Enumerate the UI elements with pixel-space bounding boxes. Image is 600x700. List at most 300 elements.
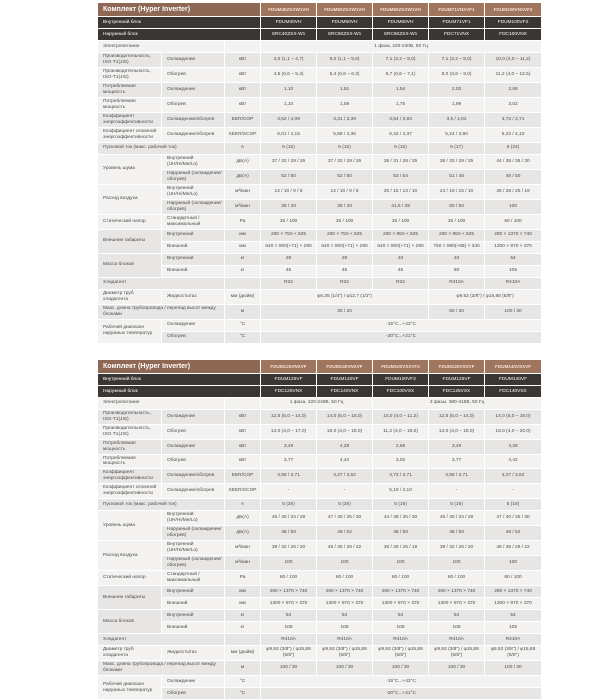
spec-row [98,469,541,483]
unit-model-cell: FDUM71VF1 [429,17,484,28]
value-cell: 6,42 / 4,37 [373,128,428,142]
unit-cell: °C [225,688,260,699]
value-cell: 5 (15) [261,143,316,154]
spec-row [98,254,541,265]
unit-cell [225,41,260,52]
sub-cell: Охлаждение [162,410,224,424]
unit-model-cell: FDC125VNX [261,386,316,397]
spec-row [98,278,541,289]
spec-row [98,128,541,142]
value-cell: 3,27 / 3,62 [485,469,541,483]
value-cell: 280 × 750 × 635 [261,230,316,241]
value-cell: 1300 × 970 × 370 [317,598,372,609]
unit-model-cell: SRC60ZSX-W1 [373,29,428,40]
unit-model-cell: FDC125VSX [429,386,484,397]
lbl-cell: Макс. длина трубопровода / перепад высот между блоками [98,305,224,319]
spec-row [98,230,541,241]
value-cell: 5,0 (1,1 – 5,6) [317,53,372,67]
lbl-cell: Коэффициент сезонной энергоэффективности [98,484,161,498]
lbl-cell: Хладагент [98,634,224,645]
lbl-cell: Масса блоков [98,254,161,277]
model-header-cell: FDUM40ZSXW1VH [261,3,316,16]
value-cell: 37 / 32 / 29 / 26 [261,155,316,169]
unit-cell: м³/мин [225,185,260,199]
sub-cell: Внутренний [162,254,224,265]
unit-cell: кВт [225,68,260,82]
sub-cell: Охлаждение [162,83,224,97]
value-cell: R32 [373,278,428,289]
value-cell: 1300 × 970 × 370 [485,598,541,609]
spec-row [98,541,541,555]
value-cell: 14,0 (5,0 – 16,0) [485,410,541,424]
spec-row [98,320,541,331]
sub-cell: Стандартный / максимальный [162,571,224,585]
value-cell: 750 × 880(+88) × 340 [429,242,484,253]
unit-cell: мм [225,598,260,609]
value-cell: 45 [373,266,428,277]
unit-model-cell: FDC140VSX [485,386,541,397]
value-cell: 13 / 10 / 9 / 8 [317,185,372,199]
value-cell: 100 / 30 [373,661,428,675]
lbl-cell: Диаметр труб хладагента [98,290,161,304]
sub-cell: Охлаждение/обогрев [162,469,224,483]
unit-cell: мм [225,230,260,241]
value-cell: 37 / 32 / 29 / 26 [317,155,372,169]
value-cell: 2,68 [485,83,541,97]
sub-cell: Обогрев [162,425,224,439]
table-title: Комплект (Hyper Inverter) [98,3,260,16]
value-cell: 5 (26) [261,499,316,510]
lbl-cell: Пусковой ток (макс. рабочий ток) [98,143,224,154]
value-cell: 54 [317,610,372,621]
value-cell: 1,10 [261,83,316,97]
value-cell: 5 (15) [485,499,541,510]
sub-cell: Обогрев [162,455,224,469]
unit-model-cell: SRC40ZSX-W1 [261,29,316,40]
value-cell: φ9,52 (3/8") / φ15,88 (5/8") [485,646,541,660]
spec-row [98,155,541,169]
unit-cell: EER/COP [225,469,260,483]
sub-cell: Обогрев [162,98,224,112]
spec-row [98,410,541,424]
spec-row [98,455,541,469]
sub-cell: Внутренний [162,610,224,621]
sub-cell: Обогрев [162,332,224,343]
value-cell: 3,77 [261,455,316,469]
spec-row [98,83,541,97]
lbl-cell: Статический напор [98,571,161,585]
value-cell: 6,01 / 4,15 [261,128,316,142]
value-cell: 280 × 1370 × 740 [261,586,316,597]
sub-cell: Внутренний (UH/Hi/Me/Lo) [162,511,224,525]
value-cell: R410A [261,634,316,645]
value-cell: 640 × 800(+71) × 290 [317,242,372,253]
value-cell: 45 / 40 / 34 / 29 [429,511,484,525]
value-cell: 5,24 / 3,90 [429,128,484,142]
value-cell: 53 / 54 [373,170,428,184]
value-cell: 5,68 / 4,36 [317,128,372,142]
sub-cell: Внутренний [162,586,224,597]
unit-model-cell: SRC50ZSX-W1 [317,29,372,40]
spec-row [98,526,541,540]
sub-cell: Охлаждение [162,320,224,331]
unit-cell: дБ(А) [225,511,260,525]
value-cell: 4,42 [485,455,541,469]
lbl-cell: Производительность, ISO-T1(JIS) [98,53,161,67]
unit-cell [225,634,260,645]
lbl-cell: Потребляемая мощность [98,455,161,469]
model-header-cell: FDUM60ZSXW1VH [373,3,428,16]
unit-cell: кг [225,266,260,277]
lbl-cell: Рабочий диапазон наружных температур [98,676,161,699]
value-cell: 60 / 100 [485,571,541,585]
value-cell: 5,19 / 4,10 [373,484,428,498]
value-cell: 4,0 (1,1 – 4,7) [261,53,316,67]
unit-cell [225,398,260,409]
spec-table-1 [97,2,542,344]
value-cell: φ9,52 (3/8") / φ15,88 (5/8") [429,290,541,304]
value-cell: 3,31 / 3,39 [317,113,372,127]
unit-cell: кВт [225,425,260,439]
value-cell: φ6,35 (1/4") / φ12,7 (1/2") [261,290,428,304]
value-cell: 29 [261,254,316,265]
lbl-cell: Коэффициент энергоэффективности [98,113,161,127]
value-cell: 5 (15) [373,499,428,510]
unit-cell: Pa [225,215,260,229]
value-cell: 280 × 1370 × 740 [485,586,541,597]
value-cell: 16,0 (4,0 – 18,0) [317,425,372,439]
value-cell: 105 [317,622,372,633]
unit-cell: кВт [225,410,260,424]
value-cell: 100 [429,556,484,570]
unit-cell: кВт [225,53,260,67]
unit-cell: мм [225,242,260,253]
unit-cell: м³/мин [225,200,260,214]
value-cell: R32 [317,278,372,289]
value-cell: R32 [261,278,316,289]
value-cell: -20°C...+21°C [261,332,541,343]
value-cell: 105 [485,266,541,277]
unit-cell: кг [225,610,260,621]
sub-cell: Внешний [162,622,224,633]
value-cell: 7,1 (3,2 – 8,0) [429,53,484,67]
spec-row [98,571,541,585]
unit-cell: EER/COP [225,113,260,127]
value-cell: 39 / 33 [261,200,316,214]
sub-cell: Охлаждение [162,53,224,67]
value-cell: 100 [485,200,541,214]
value-cell: 24 / 19 / 15 / 10 [429,185,484,199]
spec-row [98,41,541,52]
value-cell: -15°C...+43°C [261,320,541,331]
lbl-cell: Потребляемая мощность [98,83,161,97]
value-cell: 3,58 / 3,71 [261,469,316,483]
unit-cell: мм [225,586,260,597]
lbl-cell: Масса блоков [98,610,161,633]
value-cell: 30 / 20 [261,305,428,319]
value-cell: 105 [429,622,484,633]
sub-cell: Жидкость/газ [162,646,224,660]
value-cell: 54 [261,610,316,621]
value-cell: 14,0 (5,0 – 16,0) [317,410,372,424]
value-cell: 51 / 48 [429,170,484,184]
value-cell: 280 × 1370 × 740 [373,586,428,597]
value-cell: 60 / 100 [429,571,484,585]
unit-cell: Pa [225,571,260,585]
value-cell: 5 (15) [429,499,484,510]
spec-row [98,646,541,660]
value-cell: -15°C...+43°C [261,676,541,687]
spec-sheet [97,2,536,700]
value-cell: 3,49 [429,440,484,454]
value-cell: 100 [261,556,316,570]
value-cell: 3,58 / 3,71 [429,469,484,483]
value-cell: 105 [373,622,428,633]
spec-row [98,305,541,319]
value-cell: 60 / 100 [317,571,372,585]
spec-row [98,586,541,597]
value-cell: 14,0 (4,0 – 18,0) [429,425,484,439]
value-cell: 5 (24) [485,143,541,154]
value-cell: 5 (15) [373,143,428,154]
spec-row [98,398,541,409]
unit-cell: кВт [225,455,260,469]
spec-table-2 [97,359,542,700]
value-cell: - [317,484,372,498]
lbl-cell: Диаметр труб хладагента [98,646,161,660]
value-cell: 60 / 100 [485,215,541,229]
value-cell: 100 [373,556,428,570]
value-cell: 100 / 30 [485,661,541,675]
unit-model-cell: FDUM40VH [261,17,316,28]
lbl-cell: Потребляемая мощность [98,440,161,454]
value-cell: 45 [317,266,372,277]
lbl-cell: Коэффициент энергоэффективности [98,469,161,483]
unit-model-cell: FDUM50VH [317,17,372,28]
value-cell: 1300 × 970 × 370 [485,242,541,253]
value-cell: 45 / 40 / 34 / 29 [261,511,316,525]
value-cell: 5 (26) [317,499,372,510]
spec-row [98,68,541,82]
value-cell: 48 / 35 / 28 / 22 [485,541,541,555]
value-cell: 1 фаза, 220-240В, 50 Гц [261,41,541,52]
sub-cell: Охлаждение/обогрев [162,113,224,127]
value-cell: 54 [429,610,484,621]
sub-cell: Внутренний (UH/Hi/Me/Lo) [162,155,224,169]
value-cell: 34 [373,254,428,265]
indoor-unit-row-label: Внутренний блок [98,17,260,28]
sub-cell: Внешний [162,242,224,253]
value-cell: 6,7 (0,6 – 7,1) [373,68,428,82]
unit-model-cell: FDUM100VF2 [485,17,541,28]
spec-row [98,290,541,304]
unit-model-cell: FDC100VSX [373,386,428,397]
value-cell: 100 / 30 [429,661,484,675]
value-cell: 100 / 30 [317,661,372,675]
value-cell: 54 [485,610,541,621]
sub-cell: Внутренний (UH/Hi/Me/Lo) [162,185,224,199]
value-cell: 60 / 100 [261,571,316,585]
spec-row [98,200,541,214]
value-cell: 3,77 [429,455,484,469]
unit-cell: кВт [225,83,260,97]
lbl-cell: Производительность, ISO-T1(JIS) [98,68,161,82]
unit-cell: °C [225,320,260,331]
value-cell: 12,5 (5,0 – 14,0) [261,410,316,424]
value-cell: 60 [429,266,484,277]
value-cell: 47 / 40 / 35 / 30 [485,511,541,525]
lbl-cell: Коэффициент сезонной энергоэффективности [98,128,161,142]
value-cell: R410A [485,634,541,645]
value-cell: 1 фаза, 220-240В, 50 Гц [261,398,372,409]
value-cell: 13 / 10 / 9 / 8 [261,185,316,199]
lbl-cell: Рабочий диапазон наружных температур [98,320,161,343]
lbl-cell: Расход воздуха [98,185,161,214]
unit-cell: м [225,305,260,319]
model-header-cell: FDUM125VNXVF [261,360,316,373]
spec-row [98,499,541,510]
value-cell: 11,2 (4,0 – 12,5) [485,68,541,82]
model-header-cell: FDUM100VNXVF2 [485,3,541,16]
value-cell: 280 × 950 × 635 [373,230,428,241]
indoor-unit-row [98,374,541,385]
spec-row [98,634,541,645]
sub-cell: Наружный (охлаждение/обогрев) [162,200,224,214]
spec-row [98,688,541,699]
value-cell: 3,64 / 3,83 [373,113,428,127]
value-cell: 3,5 / 4,02 [429,113,484,127]
sub-cell: Охлаждение [162,676,224,687]
unit-cell: А [225,499,260,510]
value-cell: 5 (15) [317,143,372,154]
sub-cell: Внутренний (UH/Hi/Me/Lo) [162,541,224,555]
value-cell: 54 [373,610,428,621]
value-cell: 1300 × 970 × 370 [261,598,316,609]
lbl-cell: Статический напор [98,215,161,229]
value-cell: 3,49 [261,440,316,454]
value-cell: 34 [429,254,484,265]
value-cell: 5,22 / 4,10 [485,128,541,142]
value-cell: 10,0 (4,0 – 11,2) [373,410,428,424]
value-cell: 36 / 31 / 28 / 25 [373,155,428,169]
unit-cell: м [225,661,260,675]
lbl-cell: Пусковой ток (макс. рабочий ток) [98,499,224,510]
value-cell: 1,51 [317,83,372,97]
value-cell: 36 / 28 / 25 / 19 [485,185,541,199]
spec-row [98,661,541,675]
value-cell: 2,03 [429,83,484,97]
value-cell: 1,54 [373,83,428,97]
sub-cell: Охлаждение/обогрев [162,128,224,142]
value-cell: 4,42 [317,455,372,469]
value-cell: 105 [261,622,316,633]
value-cell: 38 / 33 / 29 / 25 [429,155,484,169]
spec-row [98,622,541,633]
lbl-cell: Электропитание [98,398,224,409]
unit-cell: SEER/SCOP [225,128,260,142]
spec-row [98,242,541,253]
value-cell: 5,4 (0,6 – 6,3) [317,68,372,82]
value-cell: 105 [485,622,541,633]
spec-row [98,511,541,525]
spec-row [98,170,541,184]
value-cell: 100 [317,556,372,570]
unit-model-cell: FDC140VNX [317,386,372,397]
value-cell: 60 / 50 [429,200,484,214]
value-cell: φ9,52 (3/8") / φ15,88 (5/8") [317,646,372,660]
value-cell: 1300 × 970 × 370 [373,598,428,609]
value-cell: 48 / 50 [429,526,484,540]
value-cell: 35 / 100 [429,215,484,229]
value-cell: 100 / 30 [485,305,541,319]
sub-cell: Наружный (охлаждение/обогрев) [162,170,224,184]
value-cell: 7,1 (3,2 – 8,0) [373,53,428,67]
spec-row [98,266,541,277]
model-header-cell: FDUM140VSXVF [485,360,541,373]
sub-cell: Обогрев [162,688,224,699]
value-cell: 48 / 50 [261,526,316,540]
value-cell: φ9,52 (3/8") / φ15,88 (5/8") [373,646,428,660]
model-header-cell: FDUM71VNXVF1 [429,3,484,16]
unit-model-cell: FDUM60VH [373,17,428,28]
unit-cell: °C [225,332,260,343]
spec-row [98,113,541,127]
unit-cell: кг [225,622,260,633]
value-cell: 280 × 750 × 635 [317,230,372,241]
value-cell: 52 / 50 [317,170,372,184]
spec-row [98,440,541,454]
value-cell: 4,5 (0,6 – 5,4) [261,68,316,82]
sub-cell: Жидкость/газ [162,290,224,304]
lbl-cell: Макс. длина трубопровода / перепад высот между блоками [98,661,224,675]
value-cell: 60 / 100 [373,571,428,585]
value-cell: 280 × 1370 × 740 [429,586,484,597]
outdoor-unit-row-label: Наружный блок [98,29,260,40]
sub-cell: Внешний [162,598,224,609]
unit-cell: м³/мин [225,556,260,570]
value-cell: 3,02 [485,98,541,112]
model-header-cell: FDUM125VSXVF [429,360,484,373]
value-cell: 50 / 30 [429,305,484,319]
lbl-cell: Хладагент [98,278,224,289]
lbl-cell: Внешние габариты [98,230,161,253]
lbl-cell: Производительность, ISO-T1(JIS) [98,425,161,439]
value-cell: 3,73 / 3,71 [485,113,541,127]
value-cell: φ9,52 (3/8") / φ15,88 (5/8") [261,646,316,660]
unit-cell: мм (дюйм) [225,290,260,304]
unit-cell [225,278,260,289]
value-cell: 3 фазы, 380-415В, 50 Гц [373,398,541,409]
unit-cell: кг [225,254,260,265]
value-cell: 4,28 [317,440,372,454]
spec-row [98,484,541,498]
spec-row [98,143,541,154]
value-cell: 5 (17) [429,143,484,154]
value-cell: 1,99 [429,98,484,112]
value-cell: 8,0 (3,6 – 9,0) [429,68,484,82]
lbl-cell: Электропитание [98,41,224,52]
value-cell: 640 × 800(+71) × 290 [373,242,428,253]
unit-cell: кВт [225,98,260,112]
unit-model-cell: FDUM140VF [317,374,372,385]
value-cell: 52 / 50 [261,170,316,184]
outdoor-unit-row [98,29,541,40]
value-cell: -20°C...+21°C [261,688,541,699]
sub-cell: Внешний [162,266,224,277]
unit-model-cell: FDC100VNX [485,29,541,40]
value-cell: 44 / 38 / 36 / 30 [485,155,541,169]
value-cell: 3,02 [373,455,428,469]
